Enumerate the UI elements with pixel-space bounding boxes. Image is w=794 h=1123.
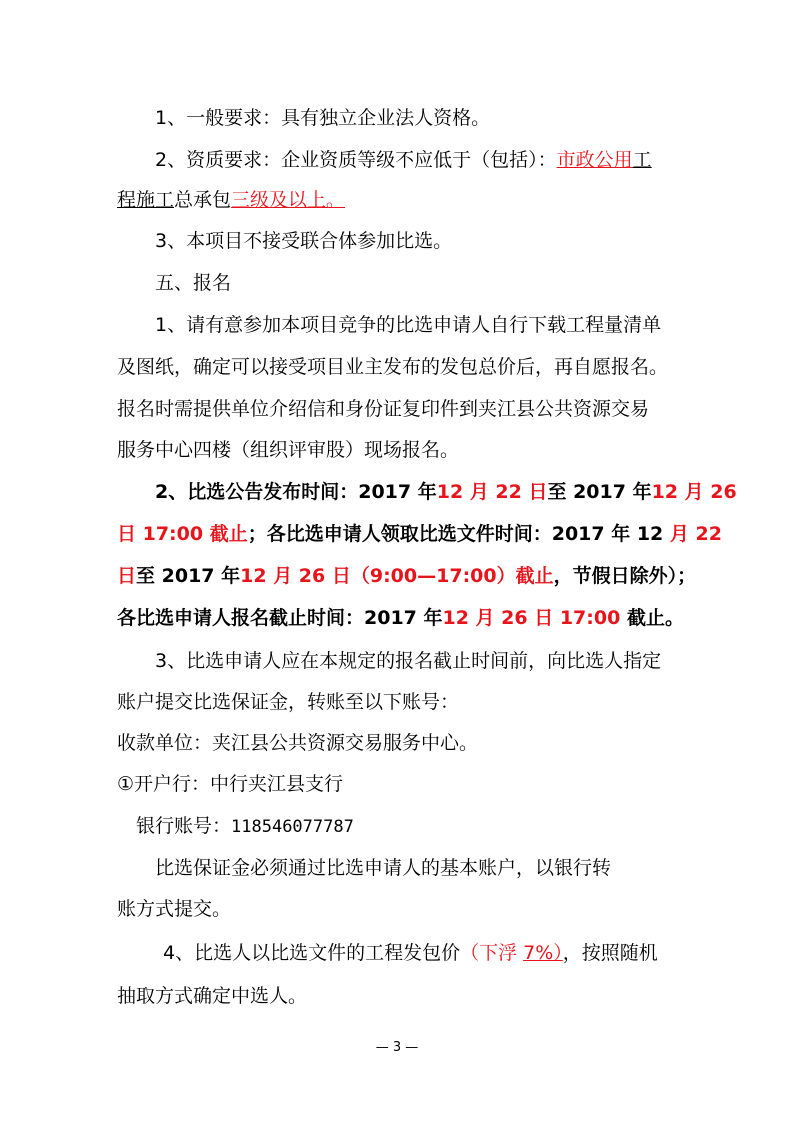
- reg-3-line-2: 账户提交比选保证金，转账至以下账号：: [117, 691, 460, 713]
- reg-2-publish-label: 2、比选公告发布时间：2017 年: [155, 481, 437, 503]
- reg-4-line-1: [163, 941, 658, 965]
- reg-2-deadline: 12 月 26 日 17:00: [442, 607, 621, 629]
- req-2-text: 2、资质要求：企业资质等级不应低于（包括）：: [155, 149, 557, 171]
- req-2-qual-red: 市政公用: [556, 149, 633, 171]
- reg-2-end-date-cont: 日 17:00 截止: [117, 523, 248, 545]
- reg-2-collect-end: 12 月 26 日（9:00—17:00）截止: [240, 565, 554, 587]
- reg-3-line-1: 3、比选申请人应在本规定的报名截止时间前，向比选人指定: [155, 650, 662, 672]
- req-2-grade: 三级及以上。: [231, 189, 346, 211]
- reg-2-start-date: 12 月 22 日: [436, 481, 548, 503]
- req-3: 3、本项目不接受联合体参加比选。: [155, 230, 453, 252]
- reg-4-method: ，按照随机: [562, 942, 658, 964]
- reg-1-line-4: 服务中心四楼（组织评审股）现场报名。: [117, 439, 460, 461]
- req-2-line-2: [117, 188, 345, 212]
- req-2-contract: 总承包: [174, 189, 232, 211]
- section-5-heading: 五、报名: [155, 272, 232, 294]
- req-2-qual-cont: 程施工: [117, 189, 175, 211]
- reg-2-line-2: [117, 522, 722, 546]
- deposit-line-1: 比选保证金必须通过比选申请人的基本账户，以银行转: [155, 857, 612, 879]
- req-2-qual-black: 工: [632, 149, 652, 171]
- account-label: 银行账号：: [136, 815, 232, 837]
- reg-4-discount-rate: 7%）: [523, 942, 563, 964]
- reg-2-deadline-label: 各比选申请人报名截止时间：2017 年: [117, 607, 443, 629]
- req-1: 1、一般要求：具有独立企业法人资格。: [155, 107, 491, 129]
- reg-2-collect-to: 至 2017 年: [136, 565, 241, 587]
- page-number: — 3 —: [375, 1040, 419, 1055]
- reg-2-collect-start: 月 22: [663, 523, 722, 545]
- payee: 收款单位：夹江县公共资源交易服务中心。: [117, 732, 479, 754]
- reg-2-collect-start-cont: 日: [117, 565, 137, 587]
- reg-2-to: 至 2017 年: [547, 481, 652, 503]
- reg-2-line-3: [117, 564, 696, 588]
- reg-2-end-date: 12 月 26: [651, 481, 737, 503]
- reg-1-line-2: 及图纸，确定可以接受项目业主发布的发包总价后，再自愿报名。: [117, 356, 669, 378]
- account: [136, 814, 354, 839]
- reg-2-deadline-end: 截止。: [620, 607, 684, 629]
- req-2-line-1: [155, 148, 652, 172]
- deposit-line-2: 账方式提交。: [117, 898, 232, 920]
- reg-4-line-2: 抽取方式确定中选人。: [117, 985, 308, 1007]
- reg-2-collect-label: ；各比选申请人领取比选文件时间：2017 年 12: [247, 523, 664, 545]
- reg-2-holiday-note: ，节假日除外）；: [553, 565, 697, 587]
- reg-1-line-3: 报名时需提供单位介绍信和身份证复印件到夹江县公共资源交易: [117, 398, 650, 420]
- reg-2-line-4: [117, 606, 684, 630]
- reg-1-line-1: 1、请有意参加本项目竞争的比选申请人自行下载工程量清单: [155, 314, 662, 336]
- reg-4-discount: （下浮: [460, 942, 524, 964]
- bank: ①开户行：中行夹江县支行: [117, 773, 344, 795]
- reg-4-text: 4、比选人以比选文件的工程发包价: [163, 942, 461, 964]
- account-number: 118546077787: [231, 817, 354, 837]
- reg-2-line-1: [155, 480, 737, 504]
